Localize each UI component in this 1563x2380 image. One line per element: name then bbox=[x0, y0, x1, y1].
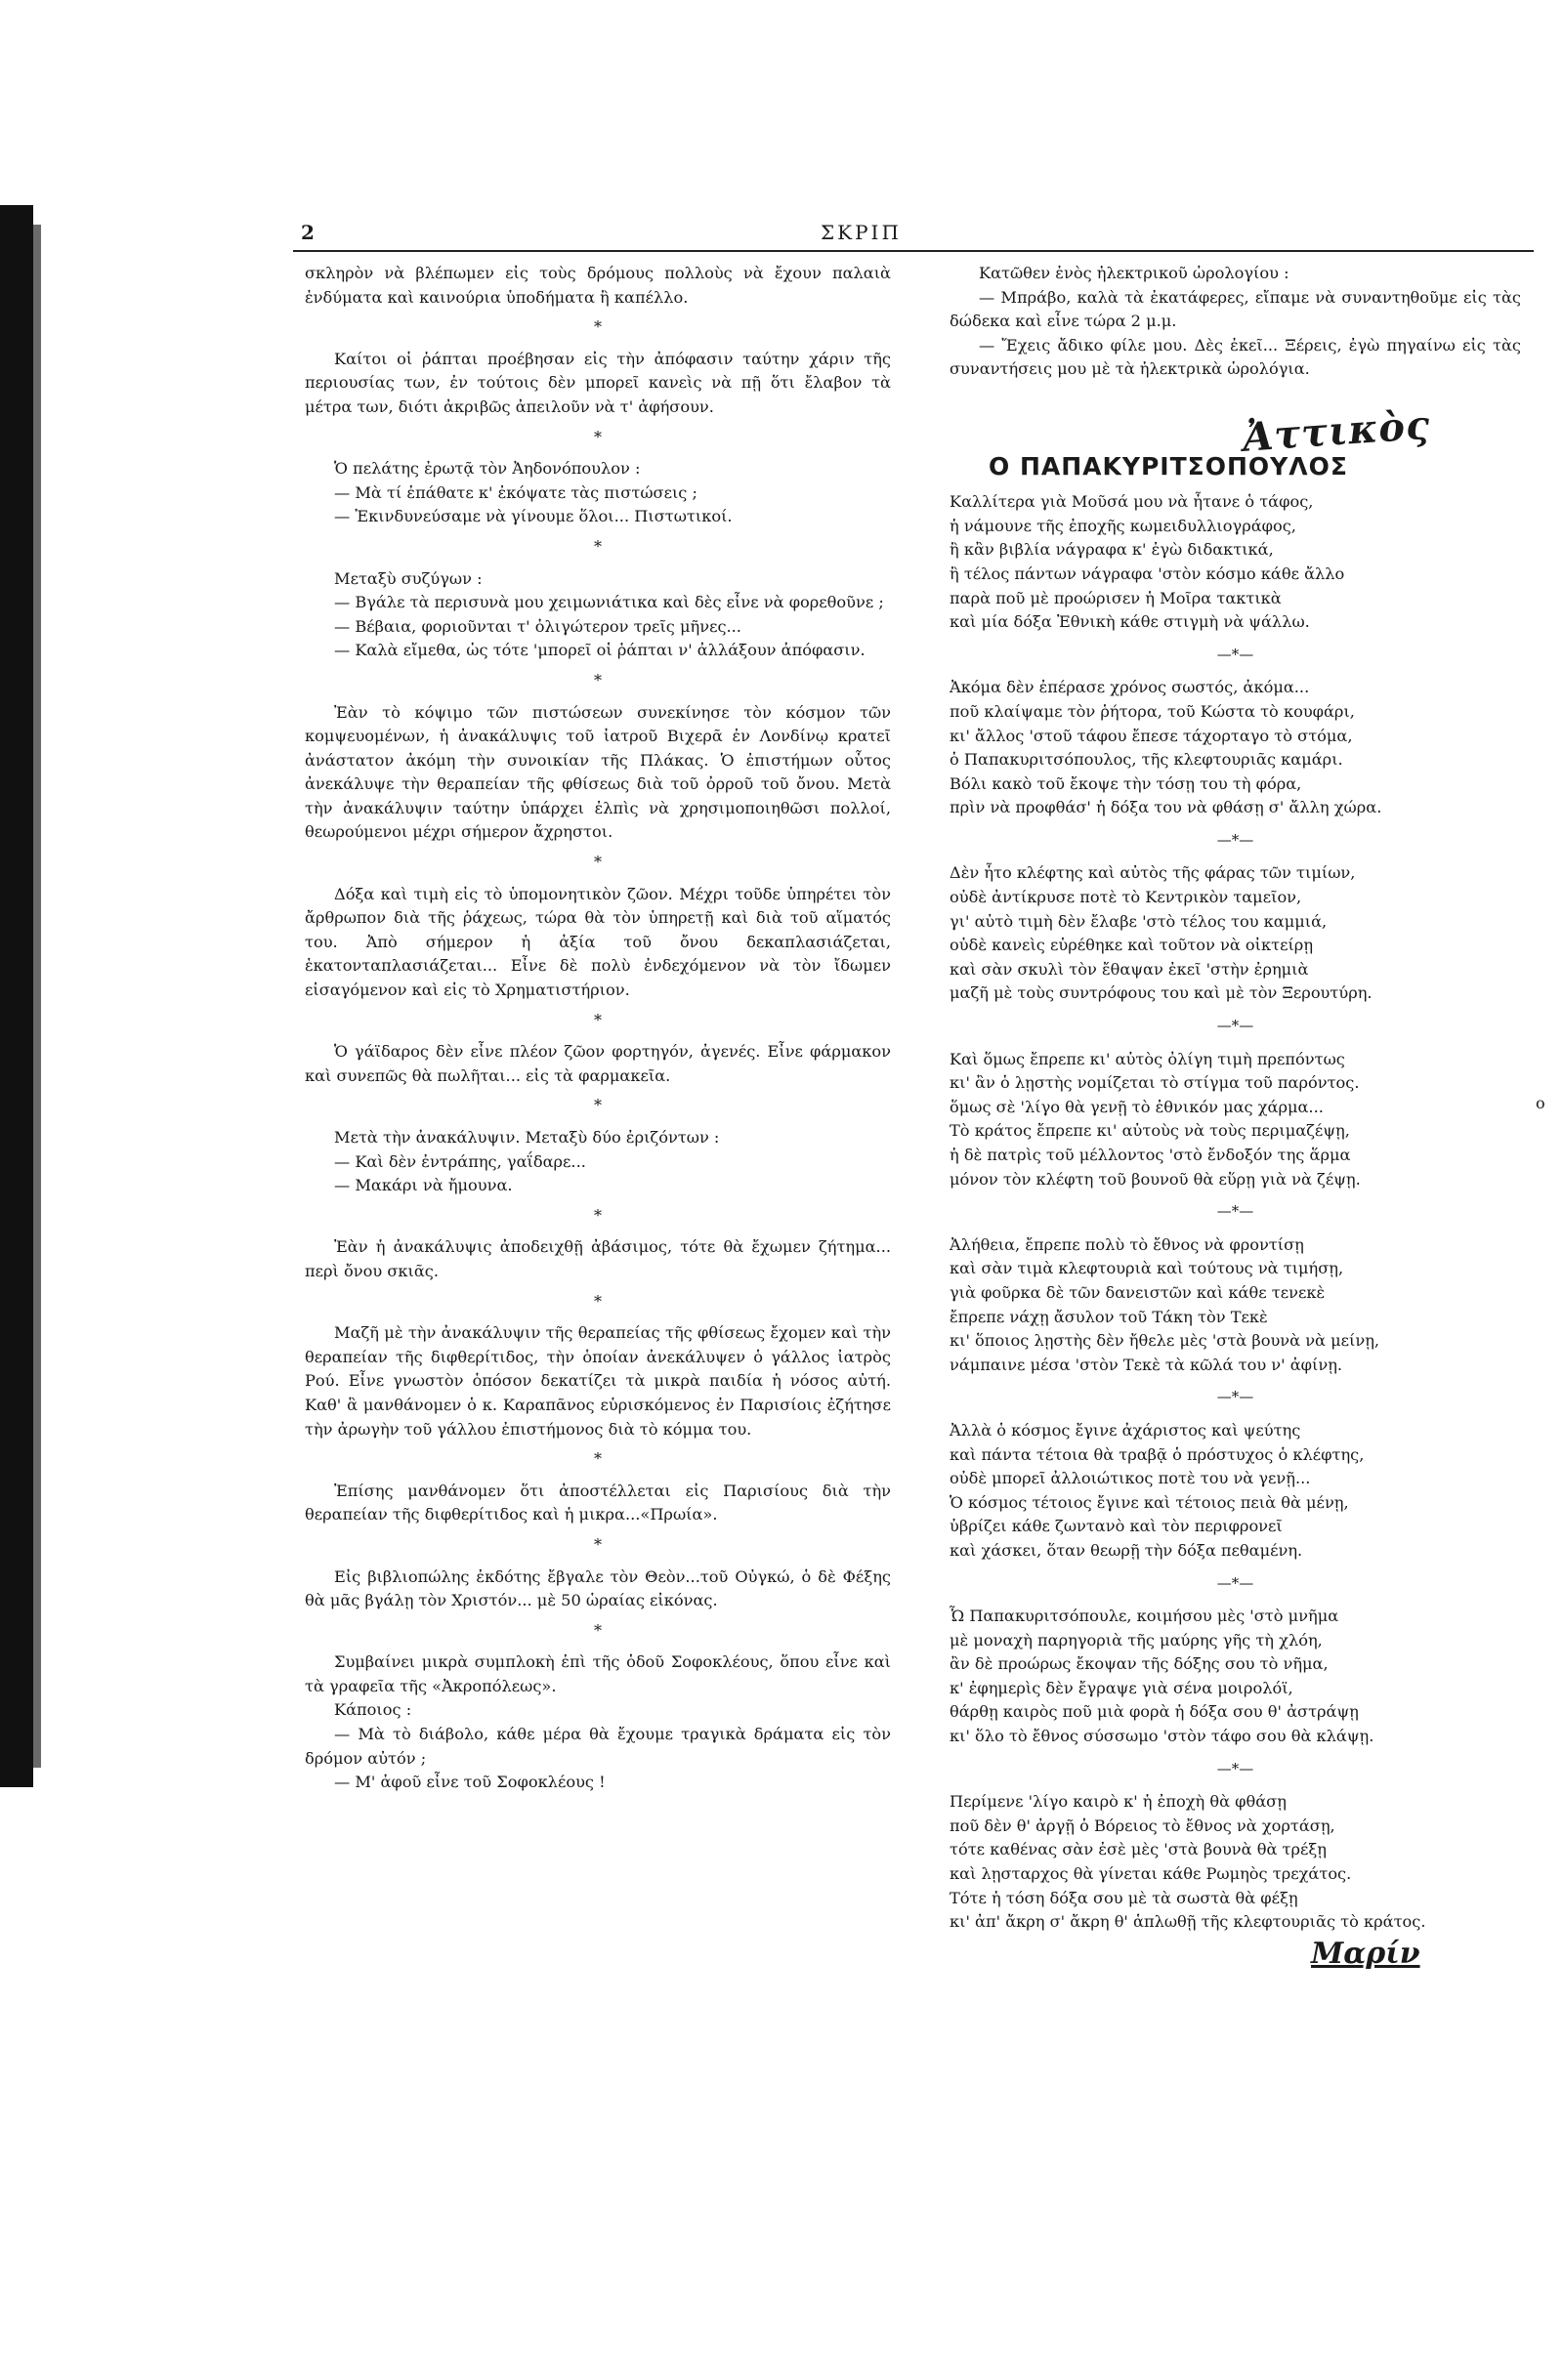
article-paragraph: Ἐπίσης μανθάνομεν ὅτι ἀποστέλλεται εἰς Παρισίους διὰ τὴν θεραπείαν τῆς διφθερίτιδος καὶ ἡ μικρα...«Πρωία». bbox=[305, 1481, 891, 1524]
poem-line: γι' αὐτὸ τιμὴ δὲν ἔλαβε 'στὸ τέλος του καμμιά, bbox=[950, 911, 1328, 931]
poem-divider: —*— bbox=[1216, 1388, 1254, 1406]
poem-line: Περίμενε 'λίγο καιρὸ κ' ἡ ἐποχὴ θὰ φθάσῃ bbox=[950, 1792, 1287, 1812]
poem-line: ὑβρίζει κάθε ζωντανὸ καὶ τὸν περιφρονεῖ bbox=[950, 1517, 1283, 1536]
article-paragraph: — Ἔχεις ἄδικο φίλε μου. Δὲς ἐκεῖ... Ξέρεις, ἐγὼ πηγαίνω εἰς τὰς συναντήσεις μου μὲ τὰ ἠλεκτρικὰ ὡρολόγια. bbox=[950, 335, 1521, 379]
poem-line: Ἀλήθεια, ἔπρεπε πολὺ τὸ ἔθνος νὰ φροντίσῃ bbox=[950, 1234, 1304, 1254]
poem-line: καὶ σὰν τιμὰ κλεφτουριὰ καὶ τούτους νὰ τιμήσῃ, bbox=[950, 1259, 1344, 1278]
poem-line: πρὶν νὰ προφθάσ' ἡ δόξα του νὰ φθάσῃ σ' ἄλλη χώρα. bbox=[950, 798, 1382, 817]
article-paragraph: — Μὰ τὸ διάβολο, κάθε μέρα θὰ ἔχουμε τραγικὰ δράματα εἰς τὸν δρόμον αὐτόν ; bbox=[305, 1725, 891, 1768]
article-paragraph: Εἰς βιβλιοπώλης ἐκδότης ἔβγαλε τὸν Θεὸν...τοῦ Οὐγκώ, ὁ δὲ Φέξης θὰ μᾶς βγάλῃ τὸν Χριστόν... μὲ 50 ὡραίας εἰκόνας. bbox=[305, 1566, 891, 1610]
poem-line: ὅμως σὲ 'λίγο θὰ γενῇ τὸ ἐθνικόν μας χάρμα... bbox=[950, 1097, 1324, 1116]
section-separator-star: * bbox=[594, 536, 602, 556]
poem-line: Βόλι κακὸ τοῦ ἔκοψε τὴν τόσῃ του τὴ φόρα, bbox=[950, 773, 1302, 793]
poem-stanza bbox=[950, 861, 1521, 1006]
article-paragraph: σκληρὸν νὰ βλέπωμεν εἰς τοὺς δρόμους πολλοὺς νὰ ἔχουν παλαιὰ ἐνδύματα καὶ καινούρια ὑποδήματα ἢ καπέλλο. bbox=[305, 264, 891, 307]
left-column bbox=[305, 262, 891, 1795]
article-paragraph: — Μ' ἀφοῦ εἶνε τοῦ Σοφοκλέους ! bbox=[334, 1773, 606, 1792]
poem-divider: —*— bbox=[1216, 1017, 1254, 1035]
article-paragraph: Ἐὰν ἡ ἀνακάλυψις ἀποδειχθῇ ἀβάσιμος, τότε θὰ ἔχωμεν ζήτημα... περὶ ὄνου σκιᾶς. bbox=[305, 1237, 891, 1280]
poem-line: οὐδὲ μπορεῖ ἀλλοιώτικος ποτὲ του νὰ γενῇ... bbox=[950, 1469, 1311, 1488]
poem-line: ἢ τέλος πάντων νάγραφα 'στὸν κόσμο κάθε ἄλλο bbox=[950, 564, 1345, 583]
page-header bbox=[293, 221, 1534, 246]
poem-divider: —*— bbox=[1216, 645, 1254, 663]
poem-line: Ἀκόμα δὲν ἐπέρασε χρόνος σωστός, ἀκόμα... bbox=[950, 678, 1310, 697]
poem-stanza bbox=[950, 1419, 1521, 1564]
article-paragraph: Ὁ πελάτης ἐρωτᾷ τὸν Ἀηδονόπουλον : bbox=[334, 459, 641, 479]
scan-binding-edge bbox=[0, 205, 33, 1787]
poem-line: Τὸ κράτος ἔπρεπε κι' αὐτοὺς νὰ τοὺς περιμαζέψῃ, bbox=[950, 1121, 1350, 1141]
poem-line: καὶ μία δόξα Ἐθνικὴ κάθε στιγμὴ νὰ ψάλλω. bbox=[950, 612, 1310, 632]
section-separator-star: * bbox=[594, 1205, 602, 1225]
article-paragraph: — Μπράβο, καλὰ τὰ ἐκατάφερες, εἴπαμε νὰ συναντηθοῦμε εἰς τὰς δώδεκα καὶ εἶνε τώρα 2 μ.μ. bbox=[950, 287, 1521, 331]
article-paragraph: Ὁ γάϊδαρος δὲν εἶνε πλέον ζῶον φορτηγόν, ἀγενές. Εἶνε φάρμακον καὶ συνεπῶς θὰ πωλῆται... εἰς τὰ φαρμακεῖα. bbox=[305, 1042, 891, 1085]
article-paragraph: — Ἐκινδυνεύσαμε νὰ γίνουμε ὅλοι... Πιστωτικοί. bbox=[334, 507, 733, 526]
poem-line: ἔπρεπε νάχῃ ἄσυλον τοῦ Τάκη τὸν Τεκὲ bbox=[950, 1307, 1268, 1326]
article-paragraph: Κατῶθεν ἑνὸς ἠλεκτρικοῦ ὡρολογίου : bbox=[979, 264, 1289, 282]
poem-stanza bbox=[950, 1233, 1521, 1378]
poem-line: Καλλίτερα γιὰ Μοῦσά μου νὰ ἦτανε ὁ τάφος, bbox=[950, 492, 1314, 512]
poem-line: κι' ἀπ' ἄκρη σ' ἄκρη θ' ἁπλωθῇ τῆς κλεφτουριᾶς τὸ κράτος. bbox=[950, 1912, 1426, 1932]
poem-line: οὐδὲ κανεὶς εὑρέθηκε καὶ τοῦτον νὰ οἰκτείρῃ bbox=[950, 936, 1314, 955]
poem-line: κι' ὅλο τὸ ἔθνος σύσσωμο 'στὸν τάφο σου θὰ κλάψῃ. bbox=[950, 1727, 1374, 1746]
poem-divider: —*— bbox=[1216, 1759, 1254, 1777]
section-separator-star: * bbox=[594, 1534, 602, 1554]
page-number: 2 bbox=[301, 221, 315, 244]
poem-line: κ' ἐφημερὶς δὲν ἔγραψε γιὰ σένα μοιρολόϊ, bbox=[950, 1678, 1293, 1697]
poem-line: Δὲν ἦτο κλέφτης καὶ αὐτὸς τῆς φάρας τῶν τιμίων, bbox=[950, 863, 1356, 883]
signature-attikos: Ἀττικὸς bbox=[1241, 401, 1432, 461]
poem-line: ἢ κἂν βιβλία νάγραφα κ' ἐγὼ διδακτικά, bbox=[950, 540, 1274, 560]
poem-line: ποῦ δὲν θ' ἀργῇ ὁ Βόρειος τὸ ἔθνος νὰ χορτάσῃ, bbox=[950, 1816, 1335, 1835]
article-paragraph: Μετὰ τὴν ἀνακάλυψιν. Μεταξὺ δύο ἐριζόντων : bbox=[334, 1128, 720, 1147]
article-paragraph: Συμβαίνει μικρὰ συμπλοκὴ ἐπὶ τῆς ὁδοῦ Σοφοκλέους, ὅπου εἶνε καὶ τὰ γραφεῖα τῆς «Ἀκροπόλεως». bbox=[305, 1652, 891, 1695]
article-paragraph: — Βέβαια, φοριοῦνται τ' ὀλιγώτερον τρεῖς μῆνες... bbox=[334, 616, 741, 636]
clock-anecdote bbox=[950, 262, 1521, 382]
poem-line: παρὰ ποῦ μὲ προώρισεν ἡ Μοῖρα τακτικὰ bbox=[950, 588, 1282, 607]
article-paragraph: Μεταξὺ συζύγων : bbox=[334, 568, 483, 588]
poem-line: κι' ἂν ὁ λῃστὴς νομίζεται τὸ στίγμα τοῦ παρόντος. bbox=[950, 1073, 1360, 1093]
signature-marin: Μαρίν bbox=[1311, 1936, 1420, 1971]
poem-line: μόνον τὸν κλέφτη τοῦ βουνοῦ θὰ εὕρῃ γιὰ νὰ ζέψῃ. bbox=[950, 1169, 1361, 1189]
section-separator-star: * bbox=[594, 670, 602, 689]
article-paragraph: — Μακάρι νὰ ἤμουνα. bbox=[334, 1176, 513, 1195]
poem-line: τότε καθένας σὰν ἐσὲ μὲς 'στὰ βουνὰ θὰ τρέξῃ bbox=[950, 1840, 1327, 1859]
poem-line: Ὦ Παπακυριτσόπουλε, κοιμήσου μὲς 'στὸ μνῆμα bbox=[950, 1607, 1339, 1626]
poem-body bbox=[950, 490, 1521, 1935]
poem-line: ἡ νάμουνε τῆς ἐποχῆς κωμειδυλλιογράφος, bbox=[950, 516, 1296, 535]
section-separator-star: * bbox=[594, 317, 602, 337]
article-paragraph: — Καὶ δὲν ἐντράπης, γαΐδαρε... bbox=[334, 1151, 586, 1171]
poem-line: Καὶ ὅμως ἔπρεπε κι' αὐτὸς ὀλίγη τιμὴ πρεπόντως bbox=[950, 1049, 1345, 1068]
poem-line: κι' ἄλλος 'στοῦ τάφου ἔπεσε τάχορταγο τὸ στόμα, bbox=[950, 726, 1353, 745]
poem-line: Ἀλλὰ ὁ κόσμος ἔγινε ἀχάριστος καὶ ψεύτης bbox=[950, 1420, 1301, 1440]
poem-line: καὶ πάντα τέτοια θὰ τραβᾷ ὁ πρόστυχος ὁ κλέφτης, bbox=[950, 1444, 1365, 1464]
article-paragraph: — Βγάλε τὰ περισυνὰ μου χειμωνιάτικα καὶ δὲς εἶνε νὰ φορεθοῦνε ; bbox=[334, 593, 884, 612]
poem-divider: —*— bbox=[1216, 1573, 1254, 1592]
poem-line: κι' ὅποιος λῃστὴς δὲν ἤθελε μὲς 'στὰ βουνὰ νὰ μείνῃ, bbox=[950, 1331, 1380, 1351]
poem-line: ἡ δὲ πατρὶς τοῦ μέλλοντος 'στὸ ἔνδοξόν της ἅρμα bbox=[950, 1146, 1351, 1164]
section-separator-star: * bbox=[594, 1449, 602, 1469]
poem-line: καὶ λῃσταρχος θὰ γίνεται κάθε Ρωμηὸς τρεχάτος. bbox=[950, 1864, 1352, 1884]
section-separator-star: * bbox=[594, 427, 602, 446]
poem-divider: —*— bbox=[1216, 1202, 1254, 1221]
poem-line: ποῦ κλαίψαμε τὸν ῥήτορα, τοῦ Κώστα τὸ κουφάρι, bbox=[950, 701, 1355, 721]
section-separator-star: * bbox=[594, 1010, 602, 1029]
corner-mark: o bbox=[1536, 1094, 1545, 1112]
poem-stanza bbox=[950, 676, 1521, 820]
poem-stanza bbox=[950, 1048, 1521, 1192]
right-column bbox=[950, 262, 1521, 1971]
article-paragraph: Μαζῆ μὲ τὴν ἀνακάλυψιν τῆς θεραπείας τῆς φθίσεως ἔχομεν καὶ τὴν θεραπείαν τῆς διφθερίτιδος, τὴν ὁποίαν ἀνεκάλυψεν ὁ γάλλος ἰατρὸς Ρού. Εἶνε γνωστὸν ὁπόσον δεκατίζει τὰ μικρὰ παιδία ἡ νόσος αὐτή. Καθ' ἃ μανθάνομεν ὁ κ. Καραπᾶνος εὑρισκόμενος ἐν Παρισίοις ἐζήτησε τὴν ἀρωγὴν τοῦ γάλλου ἐπιστήμονος διὰ τὸ κόμμα του. bbox=[305, 1323, 891, 1439]
poem-title: Ο ΠΑΠΑΚΥΡΙΤΣΟΠΟΥΛΟΣ bbox=[989, 451, 1348, 480]
poem-line: ὁ Παπακυριτσόπουλος, τῆς κλεφτουριᾶς καμάρι. bbox=[950, 750, 1343, 770]
poem-line: μὲ μοναχὴ παρηγοριὰ τῆς μαύρης γῆς τὴ χλόη, bbox=[950, 1630, 1323, 1649]
poem-line: Ὁ κόσμος τέτοιος ἔγινε καὶ τέτοιος πειὰ θὰ μένῃ, bbox=[950, 1492, 1349, 1512]
article-paragraph: Κάποιος : bbox=[334, 1700, 412, 1720]
poem-line: καὶ σὰν σκυλὶ τὸν ἔθαψαν ἐκεῖ 'στὴν ἐρημιὰ bbox=[950, 959, 1309, 979]
page-title: ΣΚΡΙΠ bbox=[821, 221, 902, 244]
poem-line: ἂν δὲ προώρως ἔκοψαν τῆς δόξης σου τὸ νῆμα, bbox=[950, 1654, 1329, 1674]
poem-line: καὶ χάσκει, ὅταν θεωρῇ τὴν δόξα πεθαμένη. bbox=[950, 1540, 1303, 1560]
poem-line: νάμπαινε μέσα 'στὸν Τεκὲ τὰ κῶλά του ν' ἀφίνῃ. bbox=[950, 1355, 1343, 1374]
section-separator-star: * bbox=[594, 1291, 602, 1311]
header-rule bbox=[293, 250, 1534, 252]
poem-line: μαζῆ μὲ τοὺς συντρόφους του καὶ μὲ τὸν Ξερουτύρη. bbox=[950, 983, 1373, 1003]
article-paragraph: Καίτοι οἱ ῥάπται προέβησαν εἰς τὴν ἀπόφασιν ταύτην χάριν τῆς περιουσίας των, ἐν τούτοις δὲν μπορεῖ κανεὶς νὰ πῇ ὅτι ἔλαβον τὰ μέτρα των, διότι ἀκριβῶς ἀπειλοῦν νὰ τ' ἀφήσουν. bbox=[305, 349, 891, 416]
poem-stanza bbox=[950, 1790, 1521, 1935]
section-separator-star: * bbox=[594, 1620, 602, 1640]
article-paragraph: — Καλὰ εἴμεθα, ὡς τότε 'μπορεῖ οἱ ῥάπται ν' ἀλλάξουν ἀπόφασιν. bbox=[334, 641, 866, 660]
poem-line: θάρθῃ καιρὸς ποῦ μιὰ φορὰ ἡ δόξα σου θ' ἀστράψῃ bbox=[950, 1702, 1359, 1722]
section-separator-star: * bbox=[594, 1096, 602, 1115]
article-paragraph: Ἐὰν τὸ κόψιμο τῶν πιστώσεων συνεκίνησε τὸν κόσμον τῶν κομψευομένων, ἡ ἀνακάλυψις τοῦ ἰατροῦ Βιχερᾶ ἐν Λονδίνῳ κρατεῖ ἀνάστατον ἀκόμη τὴν συνοικίαν τῆς Πλάκας. Ὁ ἐπιστήμων οὗτος ἀνεκάλυψε τὴν θεραπείαν τῆς φθίσεως διὰ τοῦ ὀρροῦ τοῦ ὄνου. Μετὰ τὴν ἀνακάλυψιν ταύτην ὑπάρχει ἐλπὶς νὰ χρησιμοποιηθῶσι πολλοί, θεωρούμενοι μέχρι σήμερον ἄχρηστοι. bbox=[305, 702, 891, 842]
poem-line: οὐδὲ ἀντίκρυσε ποτὲ τὸ Κεντρικὸν ταμεῖον, bbox=[950, 888, 1302, 907]
article-paragraph: Δόξα καὶ τιμὴ εἰς τὸ ὑπομονητικὸν ζῶον. Μέχρι τοῦδε ὑπηρέτει τὸν ἄρθρωπον διὰ τῆς ῥάχεως, τώρα θὰ τὸν ὑπηρετῇ καὶ διὰ τοῦ αἵματός του. Ἀπὸ σήμερον ἡ ἀξία τοῦ ὄνου δεκαπλασιάζεται, ἑκατονταπλασιάζεται... Εἶνε δὲ πολὺ ἐνδεχόμενον νὰ τὸν ἴδωμεν εἰσαγόμενον καὶ εἰς τὸ Χρηματιστήριον. bbox=[305, 884, 891, 1000]
section-separator-star: * bbox=[594, 853, 602, 872]
poem-line: Τότε ἡ τόση δόξα σου μὲ τὰ σωστὰ θὰ φέξῃ bbox=[950, 1888, 1298, 1907]
scan-binding-shadow bbox=[33, 225, 41, 1768]
poem-divider: —*— bbox=[1216, 830, 1254, 849]
poem-stanza bbox=[950, 490, 1521, 635]
article-paragraph: — Μὰ τί ἐπάθατε κ' ἐκόψατε τὰς πιστώσεις ; bbox=[334, 482, 697, 502]
poem-stanza bbox=[950, 1605, 1521, 1749]
poem-line: γιὰ φοῦρκα δὲ τῶν δανειστῶν καὶ κάθε τενεκὲ bbox=[950, 1282, 1326, 1302]
